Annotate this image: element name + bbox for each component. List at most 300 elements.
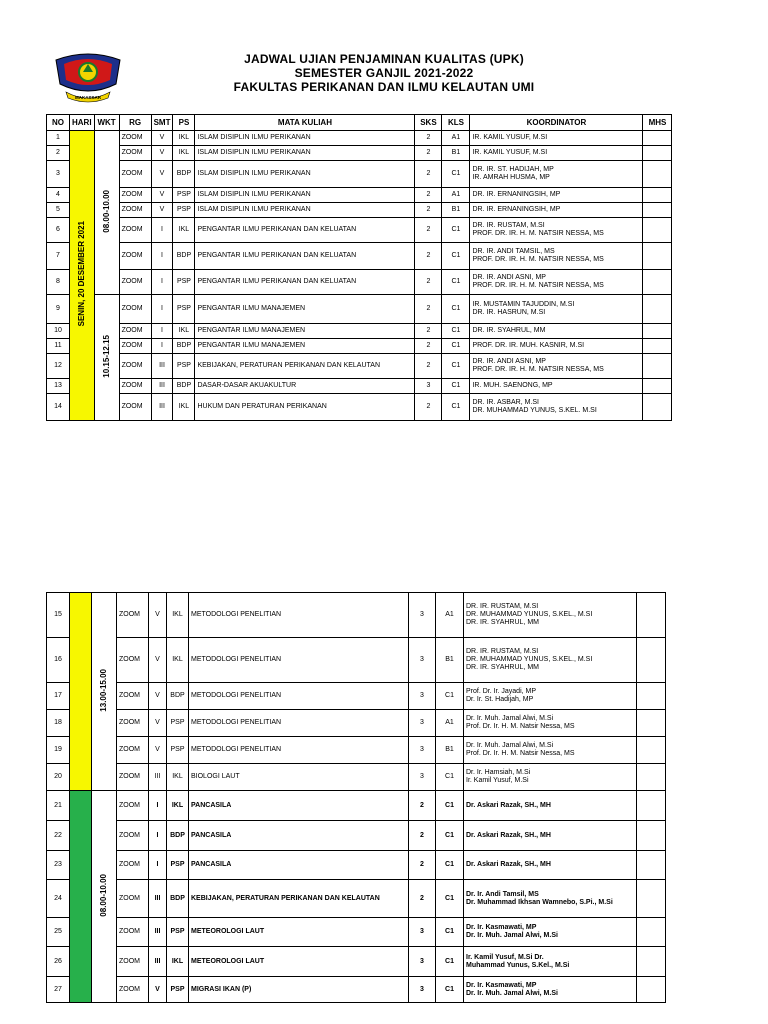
cell-program: BDP: [173, 379, 195, 394]
cell-semester: III: [151, 394, 173, 421]
coordinator-cell: [470, 354, 643, 379]
table-row: [47, 131, 672, 146]
cell-credits: 2: [415, 218, 442, 243]
cell-no: 23: [47, 851, 70, 880]
coordinator-name: Dr. Ir. Andi Tamsil, MS: [466, 890, 539, 898]
cell-class: C1: [436, 683, 464, 710]
cell-no: 24: [47, 880, 70, 918]
cell-room: ZOOM: [117, 638, 149, 683]
cell-course: ISLAM DISIPLIN ILMU PERIKANAN: [195, 146, 415, 161]
coordinator-name: DR. IR. RUSTAM, M.SI: [466, 603, 539, 610]
cell-no: 15: [47, 593, 70, 638]
cell-room: ZOOM: [117, 737, 149, 764]
cell-semester: I: [149, 851, 167, 880]
coordinator-name: IR. KAMIL YUSUF, M.SI: [472, 134, 548, 141]
col-header: SKS: [415, 115, 442, 131]
cell-credits: 3: [409, 737, 436, 764]
cell-course: BIOLOGI LAUT: [189, 764, 409, 791]
cell-no: 21: [47, 791, 70, 821]
coordinator-name: Prof. Dr. Ir. H. M. Natsir Nessa, MS: [466, 723, 575, 730]
cell-course: PANCASILA: [189, 821, 409, 851]
table-row: [47, 947, 666, 977]
table-row: [47, 710, 666, 737]
cell-room: ZOOM: [117, 821, 149, 851]
cell-semester: III: [149, 947, 167, 977]
cell-credits: 2: [409, 851, 436, 880]
table-row: [47, 161, 672, 188]
cell-class: C1: [442, 218, 470, 243]
cell-no: 13: [47, 379, 70, 394]
table-row: [47, 295, 672, 324]
table-row: [47, 146, 672, 161]
cell-students: [643, 270, 672, 295]
table-row: [47, 977, 666, 1003]
cell-semester: I: [151, 270, 173, 295]
cell-class: C1: [442, 324, 470, 339]
cell-room: ZOOM: [117, 977, 149, 1003]
cell-semester: I: [149, 791, 167, 821]
cell-credits: 3: [409, 918, 436, 947]
cell-credits: 2: [415, 339, 442, 354]
cell-class: A1: [442, 131, 470, 146]
cell-course: ISLAM DISIPLIN ILMU PERIKANAN: [195, 161, 415, 188]
cell-students: [643, 295, 672, 324]
cell-semester: V: [151, 188, 173, 203]
cell-program: BDP: [173, 243, 195, 270]
cell-course: PENGANTAR ILMU MANAJEMEN: [195, 295, 415, 324]
cell-students: [643, 354, 672, 379]
coordinator-cell: [470, 324, 643, 339]
cell-credits: 3: [415, 379, 442, 394]
cell-no: 17: [47, 683, 70, 710]
cell-credits: 2: [415, 203, 442, 218]
cell-students: [643, 131, 672, 146]
cell-no: 2: [47, 146, 70, 161]
cell-semester: V: [149, 710, 167, 737]
table-row: [47, 354, 672, 379]
coordinator-cell: [470, 243, 643, 270]
cell-room: ZOOM: [117, 593, 149, 638]
cell-semester: I: [151, 324, 173, 339]
cell-class: C1: [436, 947, 464, 977]
col-header: KLS: [442, 115, 470, 131]
cell-room: ZOOM: [119, 354, 151, 379]
coordinator-name: Dr. Ir. Kasmawati, MP: [466, 981, 537, 989]
cell-course: METEOROLOGI LAUT: [189, 918, 409, 947]
cell-room: ZOOM: [117, 880, 149, 918]
coordinator-cell: [470, 161, 643, 188]
cell-program: IKL: [173, 146, 195, 161]
table-row: [47, 324, 672, 339]
table-row: [47, 339, 672, 354]
cell-credits: 2: [415, 394, 442, 421]
table-row: [47, 918, 666, 947]
cell-class: C1: [442, 354, 470, 379]
cell-no: 14: [47, 394, 70, 421]
time-cell: [92, 791, 117, 1003]
time-cell-label: 08.00-10.00: [99, 873, 108, 917]
table-row: [47, 203, 672, 218]
cell-course: PANCASILA: [189, 851, 409, 880]
cell-semester: V: [149, 683, 167, 710]
cell-students: [637, 821, 666, 851]
cell-semester: I: [151, 339, 173, 354]
table-row: [47, 593, 666, 638]
cell-program: PSP: [167, 851, 189, 880]
cell-credits: 2: [409, 791, 436, 821]
time-cell-label: 10.15-12.15: [101, 334, 111, 378]
cell-credits: 2: [415, 354, 442, 379]
coordinator-name: DR. MUHAMMAD YUNUS, S.KEL. M.SI: [472, 407, 597, 414]
col-header: KOORDINATOR: [470, 115, 643, 131]
cell-room: ZOOM: [117, 918, 149, 947]
cell-credits: 3: [409, 764, 436, 791]
day-cell: [70, 131, 95, 421]
title-line-2: SEMESTER GANJIL 2021-2022: [294, 66, 474, 80]
cell-room: ZOOM: [117, 851, 149, 880]
cell-semester: III: [149, 880, 167, 918]
coordinator-name: Dr. Ir. Muh. Jamal Alwi, M.Si: [466, 715, 554, 722]
cell-no: 20: [47, 764, 70, 791]
cell-semester: III: [149, 764, 167, 791]
table-row: [47, 880, 666, 918]
coordinator-name: DR. IR. ASBAR, M.SI: [472, 399, 539, 406]
col-header: SMT: [151, 115, 173, 131]
cell-class: B1: [442, 146, 470, 161]
time-cell: [92, 593, 117, 791]
coordinator-cell: [464, 710, 637, 737]
cell-room: ZOOM: [117, 710, 149, 737]
cell-class: B1: [436, 737, 464, 764]
cell-students: [637, 947, 666, 977]
cell-room: ZOOM: [119, 394, 151, 421]
col-header: WKT: [94, 115, 119, 131]
cell-credits: 3: [409, 683, 436, 710]
coordinator-cell: [470, 394, 643, 421]
cell-class: C1: [442, 243, 470, 270]
cell-program: BDP: [167, 821, 189, 851]
coordinator-cell: [464, 918, 637, 947]
cell-credits: 2: [415, 270, 442, 295]
cell-credits: 2: [415, 295, 442, 324]
cell-credits: 2: [415, 131, 442, 146]
cell-students: [643, 324, 672, 339]
col-header: PS: [173, 115, 195, 131]
coordinator-cell: [464, 977, 637, 1003]
cell-class: B1: [436, 638, 464, 683]
cell-credits: 3: [409, 947, 436, 977]
cell-no: 6: [47, 218, 70, 243]
coordinator-name: Ir. Kamil Yusuf, M.Si Dr.: [466, 953, 544, 961]
cell-room: ZOOM: [119, 131, 151, 146]
cell-students: [643, 146, 672, 161]
table-row: [47, 394, 672, 421]
coordinator-name: IR. MUH. SAENONG, MP: [472, 382, 553, 389]
cell-semester: V: [151, 131, 173, 146]
cell-credits: 2: [409, 880, 436, 918]
coordinator-name: Dr. Askari Razak, SH., MH: [466, 861, 551, 868]
coordinator-cell: [464, 880, 637, 918]
cell-course: METODOLOGI PENELITIAN: [189, 710, 409, 737]
cell-students: [637, 683, 666, 710]
cell-class: C1: [442, 339, 470, 354]
cell-students: [637, 851, 666, 880]
coordinator-name: Prof. Dr. Ir. Jayadi, MP: [466, 688, 537, 695]
cell-program: PSP: [167, 737, 189, 764]
table-row: [47, 243, 672, 270]
coordinator-name: DR. IR. ANDI TAMSIL, MS: [472, 248, 555, 255]
cell-no: 11: [47, 339, 70, 354]
cell-course: HUKUM DAN PERATURAN PERIKANAN: [195, 394, 415, 421]
cell-credits: 2: [415, 146, 442, 161]
cell-students: [637, 791, 666, 821]
cell-course: DASAR-DASAR AKUAKULTUR: [195, 379, 415, 394]
cell-semester: III: [151, 379, 173, 394]
coordinator-name: Muhammad Yunus, S.Kel., M.Si: [466, 961, 570, 969]
cell-no: 22: [47, 821, 70, 851]
coordinator-cell: [464, 851, 637, 880]
coordinator-name: Dr. Ir. Muh. Jamal Alwi, M.Si: [466, 742, 554, 749]
cell-class: A1: [442, 188, 470, 203]
schedule-table-2: [46, 592, 666, 1003]
cell-program: PSP: [167, 977, 189, 1003]
coordinator-cell: [470, 203, 643, 218]
cell-semester: V: [151, 146, 173, 161]
coordinator-name: DR. MUHAMMAD YUNUS, S.KEL., M.SI: [466, 611, 593, 618]
coordinator-cell: [464, 947, 637, 977]
cell-no: 1: [47, 131, 70, 146]
cell-room: ZOOM: [119, 188, 151, 203]
cell-course: METODOLOGI PENELITIAN: [189, 593, 409, 638]
title-line-1: JADWAL UJIAN PENJAMINAN KUALITAS (UPK): [244, 52, 524, 66]
cell-no: 9: [47, 295, 70, 324]
cell-no: 3: [47, 161, 70, 188]
cell-program: PSP: [173, 354, 195, 379]
coordinator-name: PROF. DR. IR. MUH. KASNIR, M.SI: [472, 342, 585, 349]
cell-credits: 2: [415, 324, 442, 339]
coordinator-name: IR. KAMIL YUSUF, M.SI: [472, 149, 548, 156]
day-cell-label: SENIN, 20 DESEMBER 2021: [76, 221, 86, 327]
cell-students: [643, 394, 672, 421]
cell-semester: I: [151, 295, 173, 324]
cell-program: IKL: [167, 638, 189, 683]
cell-program: PSP: [173, 188, 195, 203]
cell-room: ZOOM: [117, 764, 149, 791]
table-row: [47, 638, 666, 683]
coordinator-name: DR. IR. SYAHRUL, MM: [466, 619, 539, 626]
coordinator-name: DR. IR. SYAHRUL, MM: [466, 664, 539, 671]
cell-credits: 2: [415, 161, 442, 188]
col-header: MHS: [643, 115, 672, 131]
coordinator-name: PROF. DR. IR. H. M. NATSIR NESSA, MS: [472, 366, 604, 373]
cell-students: [637, 918, 666, 947]
cell-students: [643, 188, 672, 203]
col-header: HARI: [70, 115, 95, 131]
cell-room: ZOOM: [119, 161, 151, 188]
coordinator-name: Prof. Dr. Ir. H. M. Natsir Nessa, MS: [466, 750, 575, 757]
coordinator-name: Dr. Ir. St. Hadijah, MP: [466, 696, 534, 703]
coordinator-name: PROF. DR. IR. H. M. NATSIR NESSA, MS: [472, 256, 604, 263]
coordinator-name: IR. AMRAH HUSMA, MP: [472, 174, 550, 181]
col-header: NO: [47, 115, 70, 131]
coordinator-cell: [470, 270, 643, 295]
coordinator-name: DR. IR. ANDI ASNI, MP: [472, 358, 546, 365]
coordinator-name: Dr. Muhammad Ikhsan Wamnebo, S.Pi., M.Si: [466, 898, 613, 906]
cell-credits: 3: [409, 710, 436, 737]
col-header: RG: [119, 115, 151, 131]
cell-students: [637, 880, 666, 918]
cell-credits: 2: [415, 188, 442, 203]
cell-class: A1: [436, 710, 464, 737]
cell-program: PSP: [173, 295, 195, 324]
cell-no: 12: [47, 354, 70, 379]
coordinator-name: PROF. DR. IR. H. M. NATSIR NESSA, MS: [472, 282, 604, 289]
cell-students: [643, 218, 672, 243]
cell-students: [643, 161, 672, 188]
cell-class: B1: [442, 203, 470, 218]
cell-program: BDP: [173, 339, 195, 354]
coordinator-name: Ir. Kamil Yusuf, M.Si: [466, 777, 529, 784]
cell-room: ZOOM: [119, 243, 151, 270]
day-cell: [70, 593, 92, 791]
cell-class: C1: [436, 821, 464, 851]
cell-course: METODOLOGI PENELITIAN: [189, 683, 409, 710]
cell-semester: V: [149, 638, 167, 683]
cell-course: METEOROLOGI LAUT: [189, 947, 409, 977]
table-row: [47, 791, 666, 821]
cell-credits: 3: [409, 638, 436, 683]
cell-program: PSP: [167, 918, 189, 947]
coordinator-name: Dr. Ir. Kasmawati, MP: [466, 924, 537, 931]
coordinator-name: Dr. Ir. Hamsiah, M.Si: [466, 769, 531, 776]
cell-program: IKL: [173, 218, 195, 243]
cell-students: [637, 737, 666, 764]
cell-class: C1: [436, 977, 464, 1003]
cell-no: 18: [47, 710, 70, 737]
cell-students: [643, 243, 672, 270]
cell-no: 7: [47, 243, 70, 270]
coordinator-name: Dr. Ir. Muh. Jamal Alwi, M.Si: [466, 989, 558, 997]
coordinator-name: DR. IR. RUSTAM, M.SI: [466, 648, 539, 655]
cell-class: C1: [442, 161, 470, 188]
coordinator-cell: [464, 791, 637, 821]
cell-course: MIGRASI IKAN (P): [189, 977, 409, 1003]
cell-class: C1: [436, 851, 464, 880]
cell-course: PENGANTAR ILMU PERIKANAN DAN KELUATAN: [195, 270, 415, 295]
cell-program: BDP: [167, 880, 189, 918]
cell-students: [643, 379, 672, 394]
cell-credits: 3: [409, 977, 436, 1003]
cell-class: C1: [436, 880, 464, 918]
cell-course: ISLAM DISIPLIN ILMU PERIKANAN: [195, 188, 415, 203]
cell-semester: III: [149, 918, 167, 947]
coordinator-name: DR. IR. HASRUN, M.SI: [472, 309, 546, 316]
cell-course: PENGANTAR ILMU PERIKANAN DAN KELUATAN: [195, 218, 415, 243]
cell-no: 4: [47, 188, 70, 203]
cell-credits: 2: [409, 821, 436, 851]
table-row: [47, 851, 666, 880]
coordinator-cell: [470, 146, 643, 161]
cell-semester: I: [151, 218, 173, 243]
cell-credits: 2: [415, 243, 442, 270]
cell-program: PSP: [173, 203, 195, 218]
coordinator-name: DR. IR. ERNANINGSIH, MP: [472, 191, 561, 198]
cell-room: ZOOM: [119, 379, 151, 394]
coordinator-cell: [464, 821, 637, 851]
logo-label: MAKASSAR: [74, 95, 102, 100]
coordinator-name: DR. IR. ST. HADIJAH, MP: [472, 166, 554, 173]
coordinator-name: DR. IR. ANDI ASNI, MP: [472, 274, 546, 281]
cell-room: ZOOM: [117, 947, 149, 977]
cell-program: IKL: [167, 764, 189, 791]
cell-semester: V: [149, 737, 167, 764]
cell-program: IKL: [167, 947, 189, 977]
coordinator-name: DR. IR. ERNANINGSIH, MP: [472, 206, 561, 213]
cell-program: BDP: [167, 683, 189, 710]
table-row: [47, 218, 672, 243]
coordinator-name: PROF. DR. IR. H. M. NATSIR NESSA, MS: [472, 230, 604, 237]
cell-class: C1: [442, 394, 470, 421]
cell-course: PANCASILA: [189, 791, 409, 821]
table-row: [47, 683, 666, 710]
coordinator-cell: [470, 379, 643, 394]
coordinator-cell: [464, 764, 637, 791]
cell-program: PSP: [167, 710, 189, 737]
cell-program: IKL: [173, 324, 195, 339]
cell-course: PENGANTAR ILMU MANAJEMEN: [195, 339, 415, 354]
cell-room: ZOOM: [119, 295, 151, 324]
coordinator-cell: [464, 737, 637, 764]
cell-students: [643, 339, 672, 354]
cell-semester: V: [149, 977, 167, 1003]
cell-students: [643, 203, 672, 218]
cell-program: BDP: [173, 161, 195, 188]
cell-room: ZOOM: [119, 324, 151, 339]
cell-students: [637, 977, 666, 1003]
col-header: MATA KULIAH: [195, 115, 415, 131]
cell-students: [637, 710, 666, 737]
coordinator-name: Dr. Ir. Muh. Jamal Alwi, M.Si: [466, 932, 558, 939]
coordinator-name: Dr. Askari Razak, SH., MH: [466, 831, 551, 839]
cell-room: ZOOM: [119, 270, 151, 295]
cell-no: 10: [47, 324, 70, 339]
time-cell: [94, 295, 119, 421]
cell-semester: I: [151, 243, 173, 270]
cell-course: ISLAM DISIPLIN ILMU PERIKANAN: [195, 131, 415, 146]
cell-class: C1: [442, 270, 470, 295]
coordinator-cell: [470, 339, 643, 354]
cell-room: ZOOM: [119, 339, 151, 354]
day-cell: [70, 791, 92, 1003]
page-title: [0, 52, 768, 94]
coordinator-cell: [470, 295, 643, 324]
cell-course: KEBIJAKAN, PERATURAN PERIKANAN DAN KELAUTAN: [195, 354, 415, 379]
cell-course: ISLAM DISIPLIN ILMU PERIKANAN: [195, 203, 415, 218]
title-line-3: FAKULTAS PERIKANAN DAN ILMU KELAUTAN UMI: [233, 80, 535, 94]
schedule-table-1: [46, 114, 672, 421]
cell-program: IKL: [173, 394, 195, 421]
time-cell: [94, 131, 119, 295]
cell-class: A1: [436, 593, 464, 638]
table-row: [47, 188, 672, 203]
cell-program: IKL: [167, 593, 189, 638]
table-header-row: [47, 115, 672, 131]
coordinator-cell: [464, 683, 637, 710]
time-cell-label: 08.00-10.00: [101, 189, 111, 233]
cell-no: 19: [47, 737, 70, 764]
cell-course: METODOLOGI PENELITIAN: [189, 638, 409, 683]
table-row: [47, 737, 666, 764]
